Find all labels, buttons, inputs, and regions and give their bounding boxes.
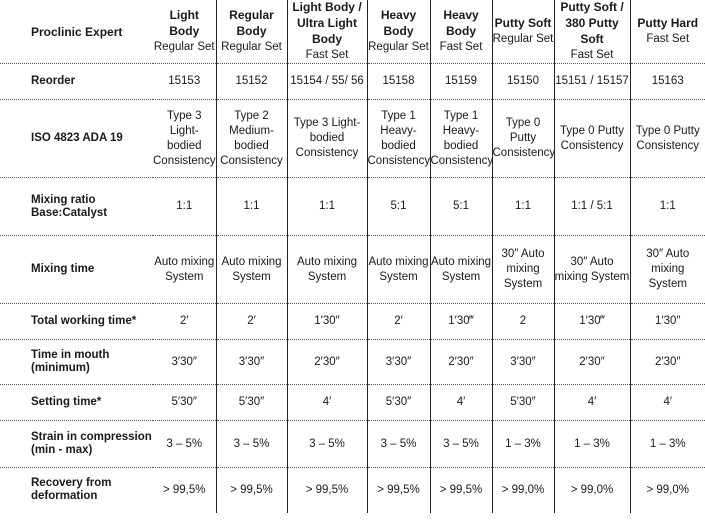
table-cell: 5′30″	[492, 385, 554, 421]
table-cell: > 99,5%	[216, 468, 287, 513]
table-cell: 1:1	[630, 178, 705, 236]
table-cell: 1:1	[216, 178, 287, 236]
table-cell: 1′30″	[630, 304, 705, 340]
table-cell: 5:1	[367, 178, 430, 236]
table-cell: Type 0 Putty Consistency	[554, 100, 630, 178]
column-header: Heavy Body Fast Set	[430, 0, 492, 64]
table-cell: 3 – 5%	[153, 421, 216, 468]
column-header: Putty Hard Fast Set	[630, 0, 705, 64]
table-cell: > 99,0%	[492, 468, 554, 513]
table-cell: 4′	[630, 385, 705, 421]
table-cell: Auto mixing System	[367, 236, 430, 304]
table-cell: 4′	[554, 385, 630, 421]
table-cell: Type 2 Medium-bodied Consistency	[216, 100, 287, 178]
table-cell: 15163	[630, 64, 705, 100]
table-cell: Type 1 Heavy-bodied Consistency	[430, 100, 492, 178]
table-cell: 3 – 5%	[287, 421, 367, 468]
header-row	[0, 0, 705, 64]
table-cell: 2	[492, 304, 554, 340]
table-cell: > 99,5%	[162, 483, 206, 496]
table-cell: Auto mixing System	[287, 236, 367, 304]
table-cell: Auto mixing System	[216, 236, 287, 304]
table-cell: Type 3 Light-bodied Consistency	[153, 100, 216, 178]
table-cell: 4′	[430, 385, 492, 421]
table-row	[0, 304, 705, 340]
column-header: Light Body / Ultra Light Body Fast Set	[287, 0, 367, 64]
table-cell: 15159	[430, 64, 492, 100]
table-cell: 5′30″	[153, 385, 216, 421]
table-cell: 3′30″	[216, 340, 287, 385]
table-cell: 30″ Auto mixing System	[554, 236, 630, 304]
table-cell: 5′30″	[216, 385, 287, 421]
table-cell: 15152	[216, 64, 287, 100]
row-label: Strain in compression (min - max)	[0, 421, 153, 468]
table-cell: 1:1 / 5:1	[554, 178, 630, 236]
table-cell: 1′30‴	[554, 304, 630, 340]
row-label: Recovery from deformation	[31, 477, 112, 503]
table-cell: 30″ Auto mixing System	[630, 236, 705, 304]
table-row	[0, 340, 705, 385]
table-cell: 4′	[287, 385, 367, 421]
table-cell: 5′30″	[367, 385, 430, 421]
table-cell: > 99,5%	[287, 468, 367, 513]
table-cell: > 99,0%	[554, 468, 630, 513]
table-cell: 3′30″	[153, 340, 216, 385]
row-label: Mixing ratio Base:Catalyst	[0, 178, 153, 236]
table-cell: 3 – 5%	[216, 421, 287, 468]
table-cell: Auto mixing System	[153, 236, 216, 304]
table-cell: Type 1 Heavy-bodied Consistency	[367, 100, 430, 178]
table-row	[0, 100, 705, 178]
column-header: Putty Soft / 380 Putty Soft Fast Set	[554, 0, 630, 64]
table-cell: 15150	[492, 64, 554, 100]
table-cell: 15154 / 55/ 56	[287, 64, 367, 100]
table-cell: 1:1	[492, 178, 554, 236]
table-row	[0, 236, 705, 304]
table-cell: 30″ Auto mixing System	[492, 236, 554, 304]
table-cell: 3 – 5%	[367, 421, 430, 468]
table-cell: 15158	[367, 64, 430, 100]
table-cell: 1:1	[153, 178, 216, 236]
table-cell: > 99,5%	[367, 468, 430, 513]
table-cell: 3 – 5%	[430, 421, 492, 468]
column-header: Light Body Regular Set	[153, 0, 216, 64]
table-cell: 15151 / 15157	[554, 64, 630, 100]
table-cell: 15153	[153, 64, 216, 100]
table-cell: 1 – 3%	[630, 421, 705, 468]
row-label: Setting time*	[0, 385, 153, 421]
table-cell: 2′	[367, 304, 430, 340]
row-label: Mixing time	[0, 236, 153, 304]
table-cell: Type 0 Putty Consistency	[492, 100, 554, 178]
row-label: Reorder	[0, 64, 153, 100]
table-row	[0, 64, 705, 100]
table-row	[0, 468, 705, 513]
table-cell: Auto mixing System	[430, 236, 492, 304]
row-label: Time in mouth (minimum)	[0, 340, 153, 385]
table-cell: 1′30‴	[430, 304, 492, 340]
table-row	[0, 178, 705, 236]
table-cell: 2′	[216, 304, 287, 340]
table-cell: > 99,0%	[630, 468, 705, 513]
table-cell: 3′30″	[492, 340, 554, 385]
table-cell: 2′30″	[554, 340, 630, 385]
table-cell: 2′	[153, 304, 216, 340]
table-cell: > 99,5%	[430, 468, 492, 513]
table-cell: 1:1	[287, 178, 367, 236]
table-cell: 2′30″	[630, 340, 705, 385]
row-label: ISO 4823 ADA 19	[0, 100, 153, 178]
table-row	[0, 421, 705, 468]
table-cell: Type 3 Light-bodied Consistency	[287, 100, 367, 178]
table-title: Proclinic Expert	[0, 0, 153, 64]
table-cell: 5:1	[430, 178, 492, 236]
table-cell: 2′30″	[430, 340, 492, 385]
table-cell: 1′30″	[287, 304, 367, 340]
column-header: Putty Soft Regular Set	[492, 0, 554, 64]
table-row	[0, 385, 705, 421]
table-cell: 1 – 3%	[492, 421, 554, 468]
column-header: Regular Body Regular Set	[216, 0, 287, 64]
table-cell: 1 – 3%	[554, 421, 630, 468]
column-header: Heavy Body Regular Set	[367, 0, 430, 64]
table-cell: 3′30″	[367, 340, 430, 385]
row-label: Total working time*	[0, 304, 153, 340]
table-cell: Type 0 Putty Consistency	[630, 100, 705, 178]
table-cell: 2′30″	[287, 340, 367, 385]
